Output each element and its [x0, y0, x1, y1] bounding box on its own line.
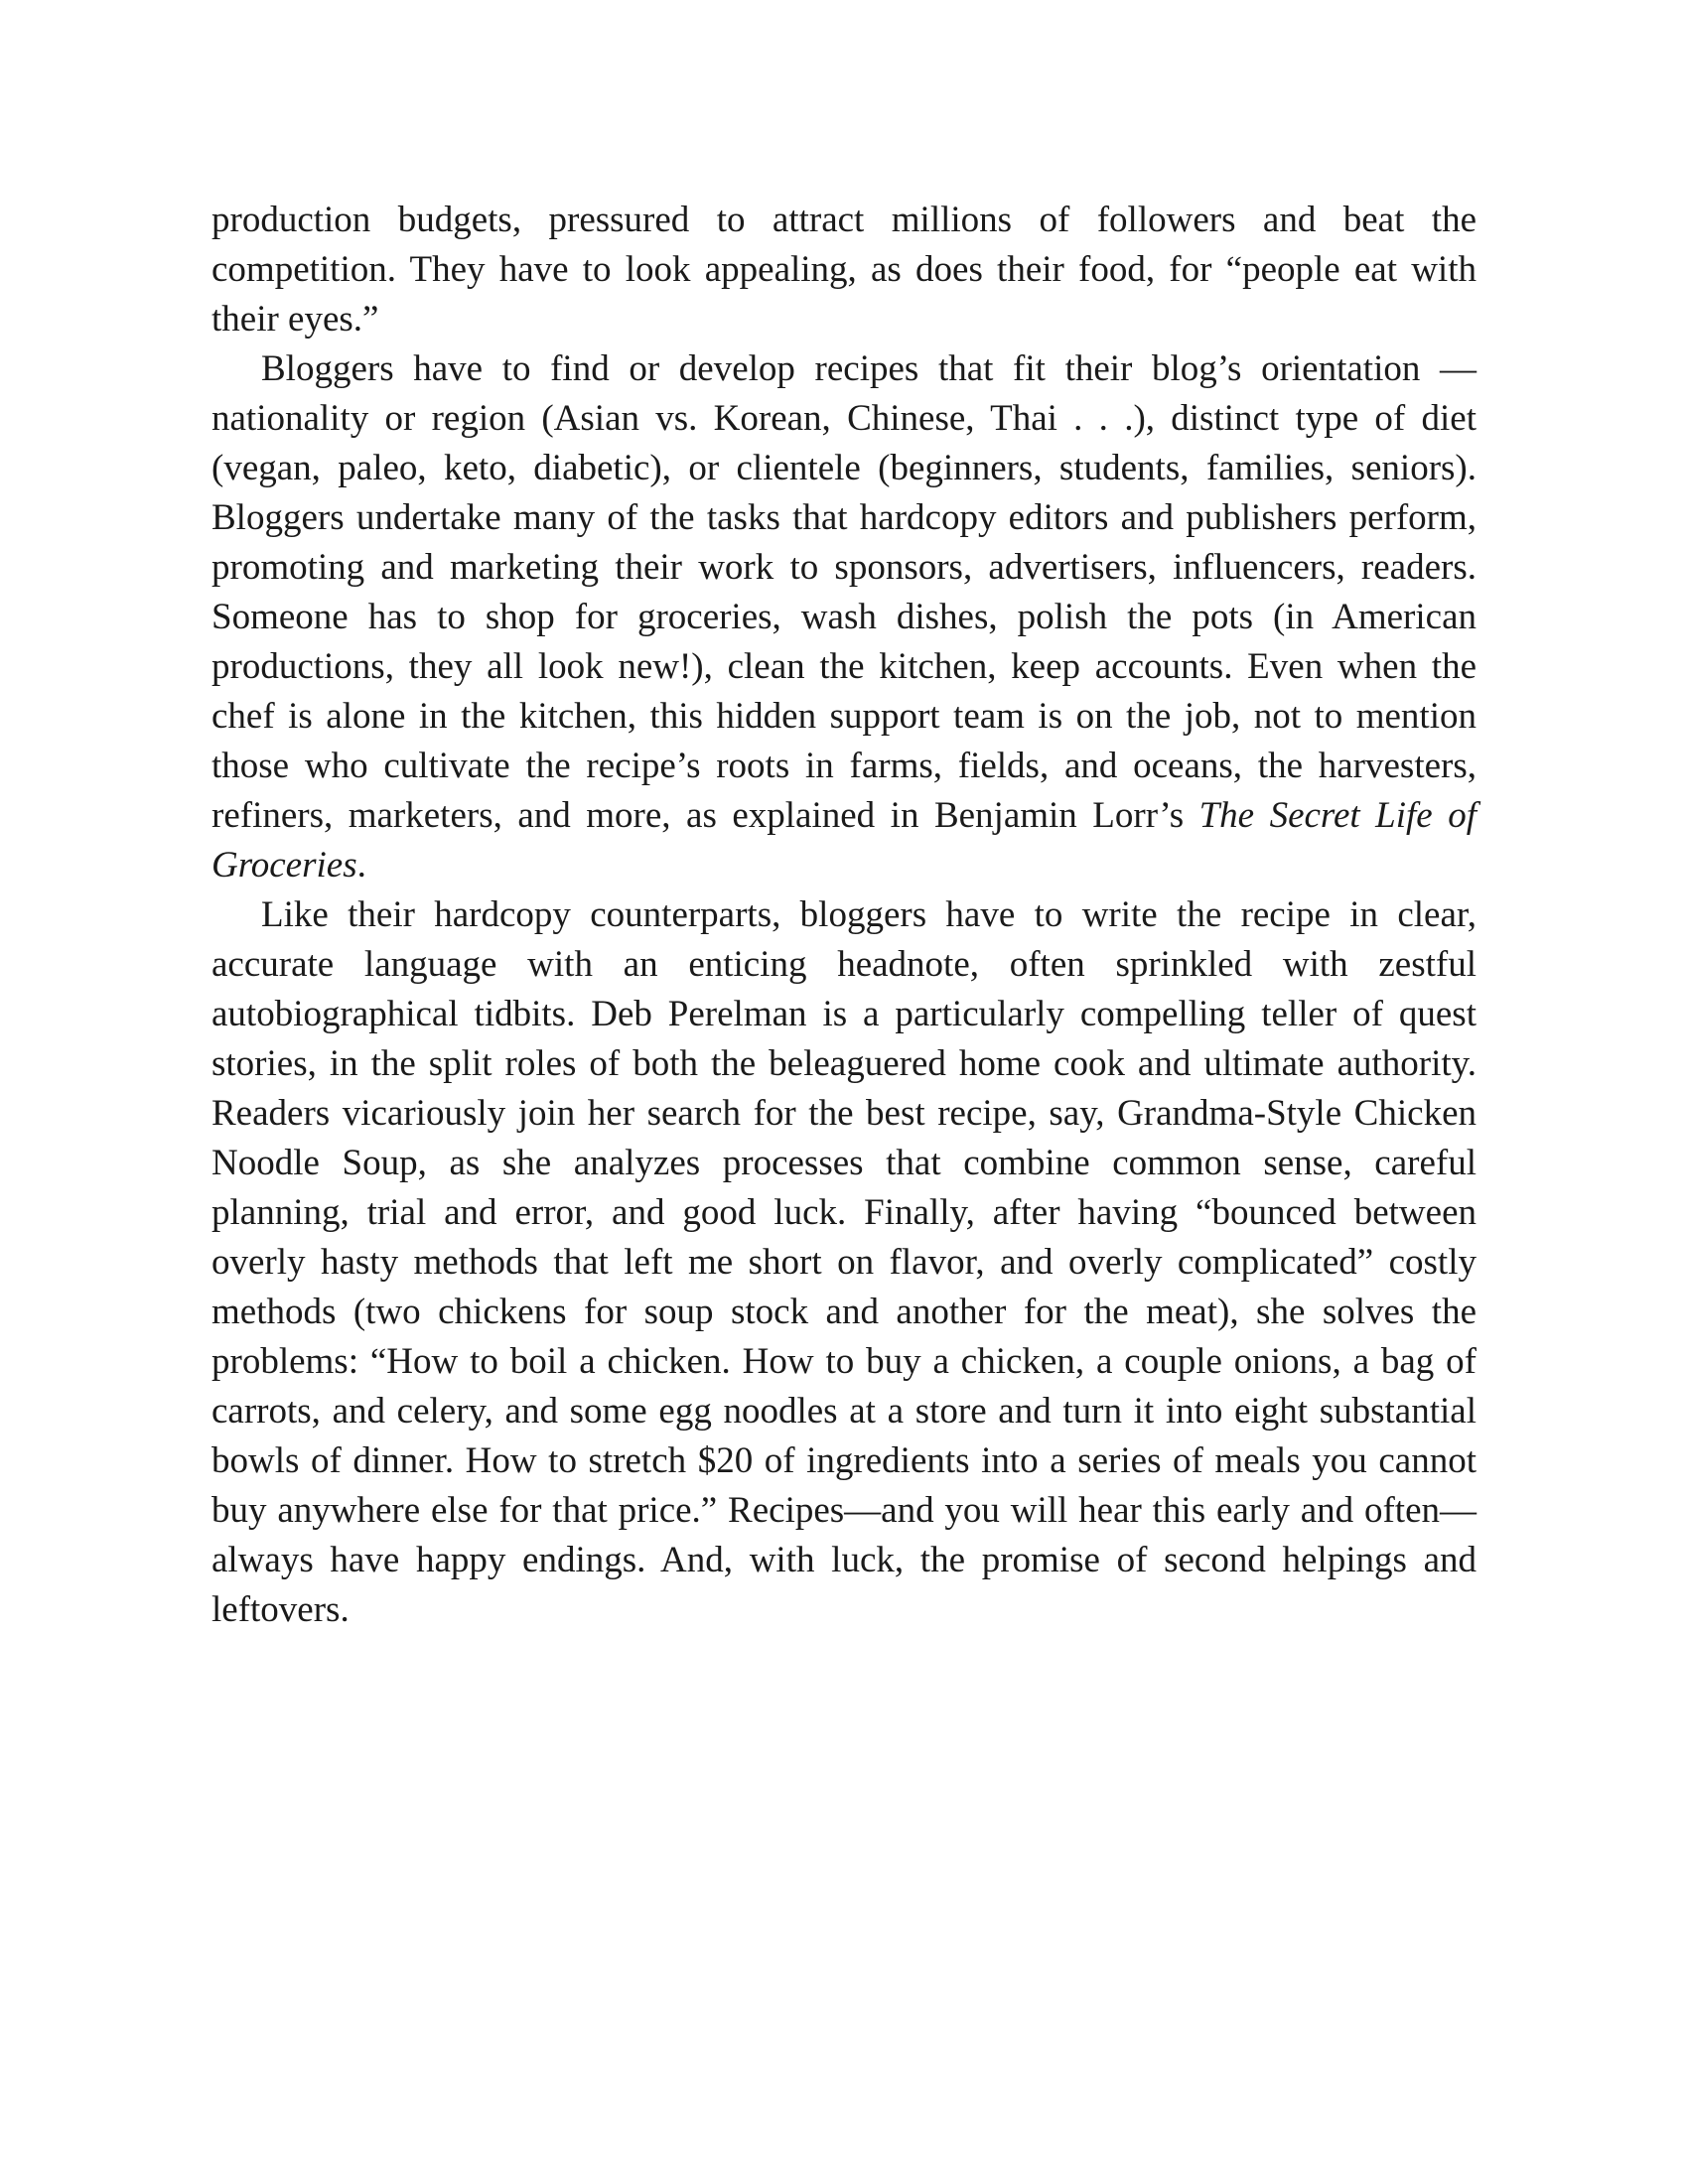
paragraph-end: .: [356, 845, 366, 886]
page-body: [211, 196, 1477, 1635]
paragraph-text: production budgets, pressured to attract millions of followers and beat the competition. They have to look appealing, as does their food, for “people eat with their eyes.”: [211, 200, 1477, 340]
paragraph-hardcopy-counterparts: [211, 890, 1477, 1635]
paragraph-bloggers-orientation: [211, 344, 1477, 890]
book-title: The Secret Life of Groceries: [211, 795, 1477, 886]
paragraph-text: Bloggers have to find or develop recipes that fit their blog’s orientation —nationality or region (Asian vs. Korean, Chinese, Thai . . .), distinct type of diet (vegan, paleo, keto, diabetic), or clientele (beginners, students, families, seniors). Bloggers undertake many of the tasks that hardcopy editors and publishers perform, promoting and marketing their work to sponsors, advertisers, influencers, readers. Someone has to shop for groceries, wash dishes, polish the pots (in American productions, they all look new!), clean the kitchen, keep accounts. Even when the chef is alone in the kitchen, this hidden support team is on the job, not to mention those who cultivate the recipe’s roots in farms, fields, and oceans, the harvesters, refiners, marketers, and more, as explained in Benjamin Lorr’s: [211, 348, 1477, 836]
paragraph-continuation: [211, 196, 1477, 344]
paragraph-text: Like their hardcopy counterparts, bloggers have to write the recipe in clear, accurate language with an enticing headnote, often sprinkled with zestful autobiographical tidbits. Deb Perelman is a particularly compelling teller of quest stories, in the split roles of both the beleaguered home cook and ultimate authority. Readers vicariously join her search for the best recipe, say, Grandma-Style Chicken Noodle Soup, as she analyzes processes that combine common sense, careful planning, trial and error, and good luck. Finally, after having “bounced between overly hasty methods that left me short on flavor, and overly complicated” costly methods (two chickens for soup stock and another for the meat), she solves the problems: “How to boil a chicken. How to buy a chicken, a couple onions, a bag of carrots, and celery, and some egg noodles at a store and turn it into eight substantial bowls of dinner. How to stretch $20 of ingredients into a series of meals you cannot buy anywhere else for that price.” Recipes—and you will hear this early and often—always have happy endings. And, with luck, the promise of second helpings and leftovers.: [211, 894, 1477, 1630]
